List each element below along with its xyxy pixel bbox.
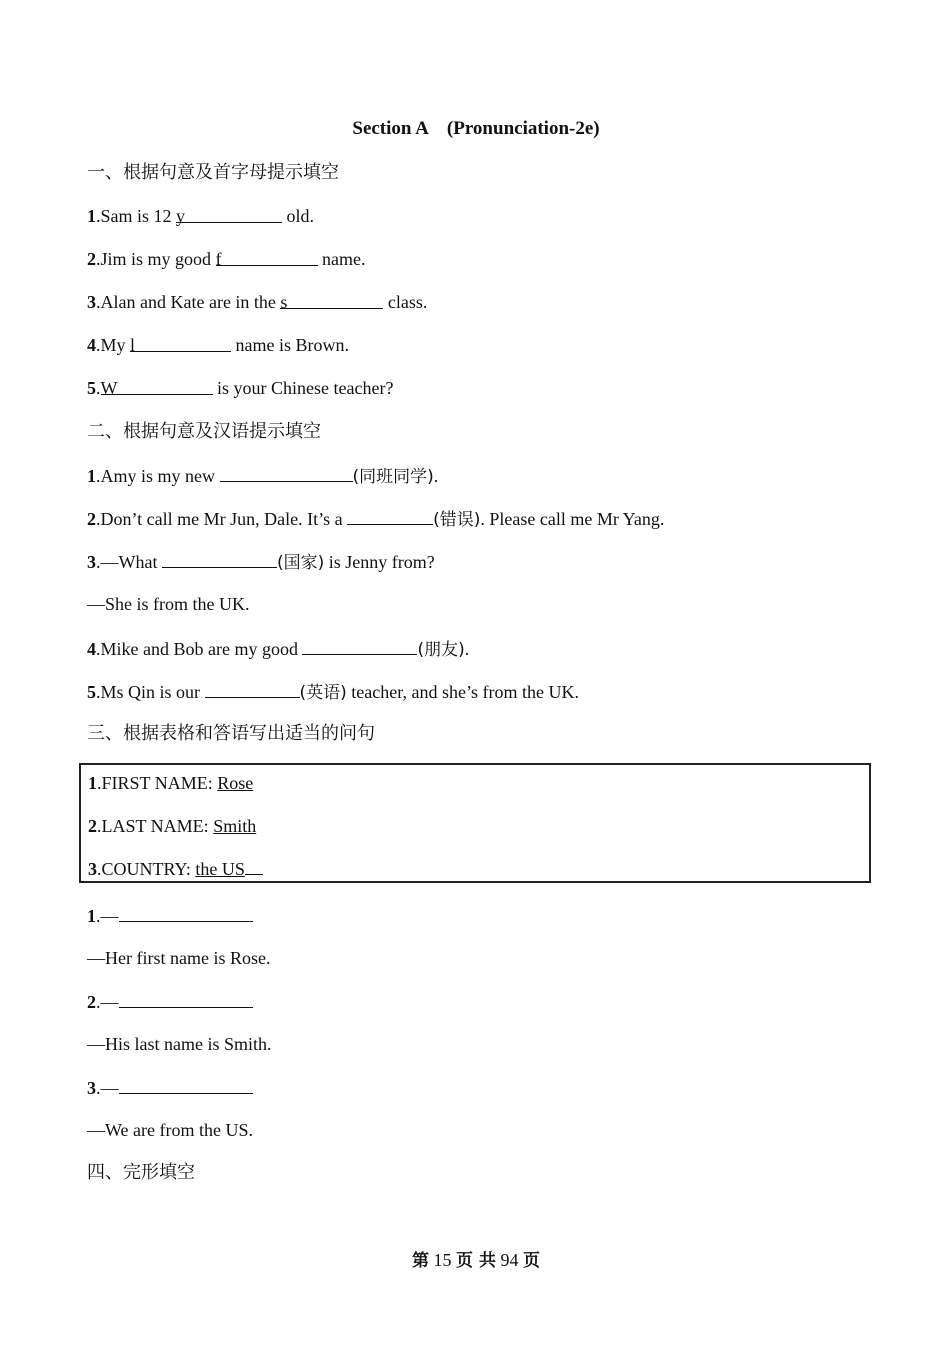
answer-blank[interactable]: f [216, 247, 318, 266]
part2-item-1: 1.Amy is my new (同班同学). [87, 463, 438, 489]
section-subtitle: (Pronunciation-2e) [446, 118, 600, 139]
answer-blank[interactable] [302, 636, 417, 655]
answer-2: —His last name is Smith. [87, 1034, 272, 1054]
current-page: 15 [433, 1250, 452, 1270]
part1-heading: 一、根据句意及首字母提示填空 [87, 162, 339, 183]
table-value: the US [195, 859, 245, 879]
part2-item-2: 2.Don’t call me Mr Jun, Dale. It’s a (错误). Please call me Mr Yang. [87, 506, 664, 532]
info-table [79, 763, 871, 883]
table-value: Smith [213, 816, 257, 836]
chinese-hint: (英语) [299, 683, 347, 703]
question-blank[interactable] [119, 989, 253, 1008]
table-row: 3.COUNTRY: the US [88, 857, 263, 881]
part2-item-3-answer: —She is from the UK. [87, 594, 250, 614]
answer-blank[interactable]: s [280, 290, 383, 309]
question-blank[interactable] [119, 1075, 253, 1094]
answer-blank[interactable]: y [176, 204, 282, 223]
part2-item-4: 4.Mike and Bob are my good (朋友). [87, 636, 469, 662]
answer-blank[interactable]: W [101, 376, 213, 395]
total-pages: 94 [500, 1250, 519, 1270]
question-3: 3.— [87, 1075, 253, 1100]
chinese-hint: (错误) [433, 510, 481, 530]
part1-item-2: 2.Jim is my good f name. [87, 249, 366, 269]
answer-blank[interactable] [220, 463, 353, 482]
answer-blank[interactable] [162, 549, 277, 568]
part4-heading: 四、完形填空 [87, 1162, 195, 1183]
part1-item-4: 4.My l name is Brown. [87, 335, 349, 355]
table-row: 1.FIRST NAME: Rose [88, 773, 254, 793]
answer-blank[interactable] [347, 506, 433, 525]
part2-heading: 二、根据句意及汉语提示填空 [87, 421, 321, 442]
table-value: Rose [217, 773, 254, 793]
part1-item-3: 3.Alan and Kate are in the s class. [87, 292, 428, 312]
section-name: Section A [352, 118, 429, 139]
section-title [0, 118, 952, 140]
answer-1: —Her first name is Rose. [87, 948, 271, 968]
part1-item-5: 5.W is your Chinese teacher? [87, 378, 394, 398]
answer-blank[interactable] [205, 679, 300, 698]
answer-3: —We are from the US. [87, 1120, 253, 1140]
chinese-hint: (朋友) [417, 640, 465, 660]
part1-item-1: 1.Sam is 12 y old. [87, 206, 315, 226]
question-1: 1.— [87, 903, 253, 928]
chinese-hint: (国家) [276, 553, 325, 573]
page-footer: 第 15 页 共 94 页 [412, 1250, 540, 1271]
part3-heading: 三、根据表格和答语写出适当的问句 [87, 723, 375, 744]
table-row: 2.LAST NAME: Smith [88, 816, 257, 836]
answer-blank[interactable]: l [130, 333, 231, 352]
question-blank[interactable] [119, 903, 253, 922]
chinese-hint: (同班同学) [352, 467, 434, 487]
part2-item-5: 5.Ms Qin is our (英语) teacher, and she’s from the UK. [87, 679, 579, 705]
question-2: 2.— [87, 989, 253, 1014]
part2-item-3: 3.—What (国家) is Jenny from? [87, 549, 435, 575]
